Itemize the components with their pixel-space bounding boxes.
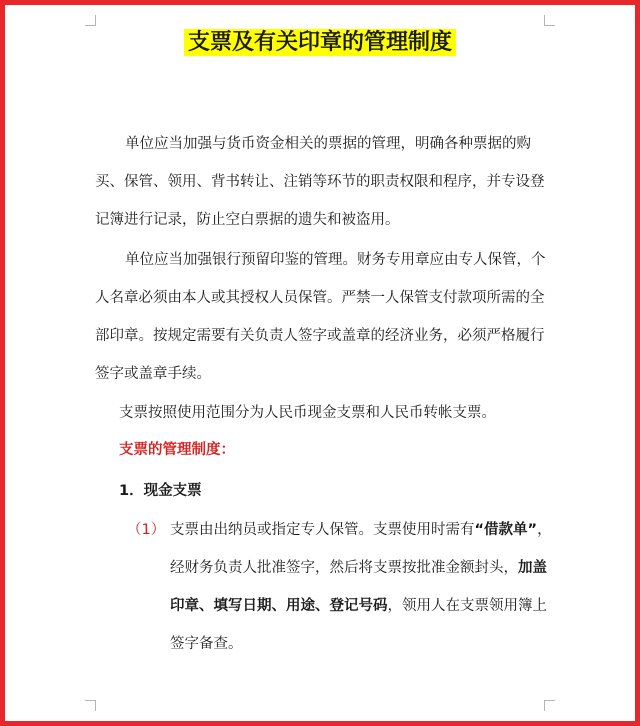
item-text: ，领用人在支票领用簿上 — [387, 598, 547, 614]
item-text: 签字备查。 — [170, 636, 243, 652]
item-text: 经财务负责人批准签字，然后将支票按批准金额封头， — [170, 560, 518, 576]
item-line — [170, 625, 570, 663]
page-title — [5, 26, 635, 60]
crop-mark — [85, 700, 96, 711]
paragraph-line: 单位应当加强银行预留印鉴的管理。财务专用章应由专人保管，个 — [125, 252, 546, 268]
paragraph-line: 部印章。按规定需要有关负责人签字或盖章的经济业务，必须严格履行 — [95, 328, 545, 344]
paragraph-line: 支票按照使用范围分为人民币现金支票和人民币转帐支票。 — [119, 405, 496, 421]
page-title-text: 支票及有关印章的管理制度 — [184, 29, 456, 56]
subsection-heading — [119, 472, 585, 510]
paragraph-line: 记簿进行记录，防止空白票据的遗失和被盗用。 — [95, 212, 400, 228]
item-line — [170, 587, 570, 625]
item-text: 支票由出纳员或指定专人保管。支票使用时需有 — [170, 522, 475, 538]
paragraph-line: 买、保管、领用、背书转让、注销等环节的职责权限和程序，并专设登 — [95, 174, 545, 190]
item-emphasis: “借款单” — [474, 522, 538, 538]
paragraph-line: 人名章必须由本人或其授权人员保管。严禁一人保管支付款项所需的全 — [95, 290, 545, 306]
item-text: ， — [537, 522, 552, 538]
list-item — [170, 511, 570, 663]
crop-mark — [544, 700, 555, 711]
item-emphasis: 加盖 — [518, 560, 547, 576]
crop-mark — [544, 15, 555, 26]
item-number: （1） — [127, 522, 166, 538]
paragraph-1 — [95, 125, 561, 239]
section-heading — [119, 431, 585, 469]
item-line — [170, 511, 570, 549]
paragraph-line: 单位应当加强与货币资金相关的票据的管理，明确各种票据的购 — [125, 136, 531, 152]
crop-mark — [85, 15, 96, 26]
item-line — [170, 549, 570, 587]
paragraph-3 — [119, 394, 585, 432]
section-heading-text: 支票的管理制度： — [119, 442, 235, 458]
item-emphasis: 印章、填写日期、用途、登记号码 — [170, 598, 388, 614]
paragraph-line: 签字或盖章手续。 — [95, 366, 211, 382]
paragraph-2 — [95, 241, 561, 393]
subsection-heading-text: 1．现金支票 — [119, 483, 202, 499]
